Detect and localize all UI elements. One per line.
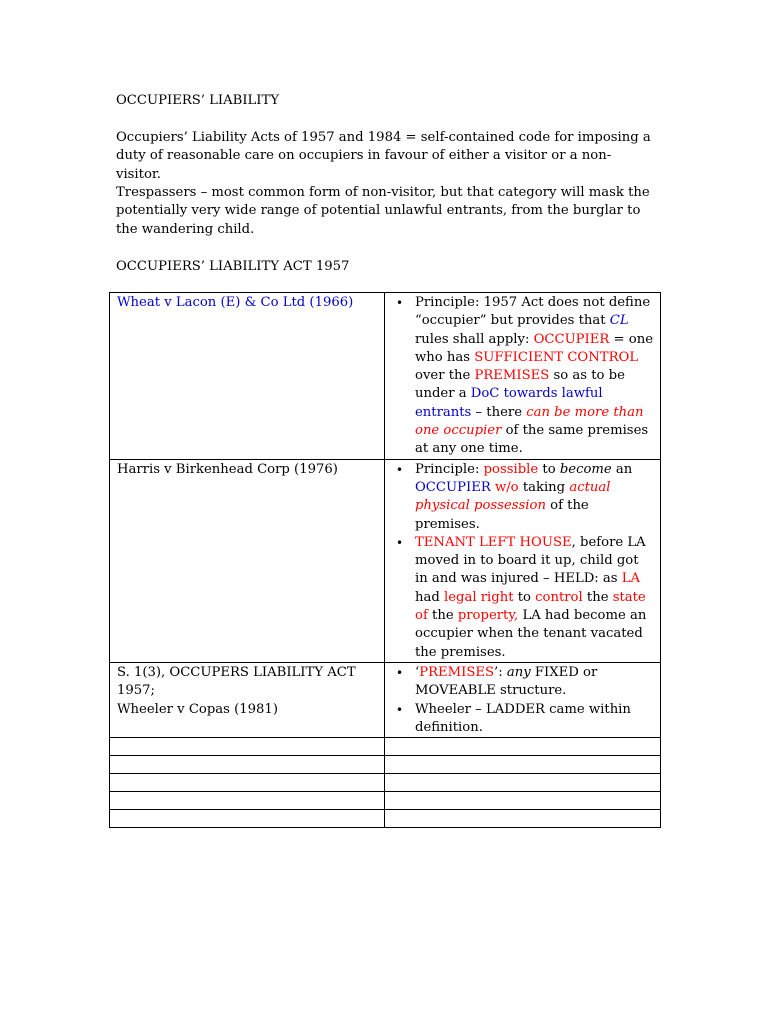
bullet-point bbox=[415, 534, 654, 662]
text-run: become bbox=[559, 461, 612, 477]
empty-table-row bbox=[110, 738, 661, 756]
text-run: possible bbox=[483, 461, 539, 477]
empty-cell bbox=[385, 738, 661, 756]
text-run: property, bbox=[457, 608, 519, 624]
points-list bbox=[392, 294, 654, 459]
text-run: PREMISES bbox=[419, 664, 495, 680]
case-name-second-line: Wheeler v Copas (1981) bbox=[117, 701, 278, 717]
document-heading: OCCUPIERS’ LIABILITY bbox=[116, 93, 280, 108]
case-name-cell bbox=[110, 459, 385, 662]
text-run: = one who has bbox=[415, 331, 653, 365]
text-run: to bbox=[513, 589, 536, 605]
points-cell bbox=[385, 459, 661, 662]
text-run: the bbox=[582, 589, 613, 605]
text-run: TENANT LEFT HOUSE bbox=[415, 534, 572, 550]
bullet-point bbox=[415, 461, 654, 534]
text-run: Wheeler – LADDER came within definition. bbox=[415, 701, 631, 735]
points-list bbox=[392, 664, 654, 737]
text-run: ‘ bbox=[415, 664, 420, 680]
text-run: can be more than one occupier bbox=[415, 404, 644, 439]
empty-table-row bbox=[110, 774, 661, 792]
text-run: of the same premises at any one time. bbox=[415, 423, 649, 457]
intro-paragraph: Occupiers’ Liability Acts of 1957 and 1984 = self-contained code for imposing a duty of reasonable care on occupiers in favour of either a visitor or a non-visitor. bbox=[116, 130, 651, 182]
empty-table-row bbox=[110, 810, 661, 828]
text-run: to bbox=[538, 461, 560, 477]
text-run: FIXED or MOVEABLE structure. bbox=[415, 664, 598, 699]
text-run: actual physical possession bbox=[415, 479, 611, 514]
case-table bbox=[109, 292, 661, 828]
text-run: OCCUPIER bbox=[415, 479, 491, 495]
empty-cell bbox=[110, 774, 385, 792]
text-run: control bbox=[535, 589, 583, 605]
text-run: rules shall apply: bbox=[415, 331, 534, 347]
text-run: state of bbox=[415, 589, 646, 624]
text-run: CL bbox=[609, 313, 629, 329]
text-run: Principle: 1957 Act does not define “occupier” but provides that bbox=[415, 295, 651, 329]
table-row bbox=[110, 459, 661, 662]
act-subheading: OCCUPIERS’ LIABILITY ACT 1957 bbox=[116, 259, 350, 274]
text-run: LA had become an occupier when the tenant vacated the premises. bbox=[415, 608, 647, 660]
empty-cell bbox=[385, 792, 661, 810]
text-run: OCCUPIER bbox=[533, 331, 610, 347]
case-name-cell bbox=[110, 662, 385, 737]
empty-cell bbox=[110, 810, 385, 828]
empty-cell bbox=[110, 792, 385, 810]
text-run: so as to be under a bbox=[415, 368, 625, 402]
text-run: an bbox=[611, 461, 633, 477]
empty-cell bbox=[385, 774, 661, 792]
bullet-point bbox=[415, 664, 654, 701]
empty-table-row bbox=[110, 756, 661, 774]
empty-table-row bbox=[110, 792, 661, 810]
text-run: SUFFICIENT CONTROL bbox=[474, 349, 639, 365]
bullet-point bbox=[415, 701, 654, 738]
trespassers-paragraph: Trespassers – most common form of non-visitor, but that category will mask the potentially very wide range of potential unlawful entrants, from the burglar to the wandering child. bbox=[116, 185, 650, 237]
text-run: legal right bbox=[444, 589, 514, 605]
case-name: Wheat v Lacon (E) & Co Ltd (1966) bbox=[117, 295, 354, 310]
text-run: taking bbox=[518, 479, 570, 495]
text-run: , before LA moved in to board it up, child got in and was injured – HELD: as bbox=[415, 534, 646, 587]
case-name-cell bbox=[110, 293, 385, 460]
table-row bbox=[110, 293, 661, 460]
text-run: any bbox=[506, 664, 531, 680]
empty-cell bbox=[385, 756, 661, 774]
text-run: Principle: bbox=[415, 461, 484, 477]
points-cell bbox=[385, 662, 661, 737]
text-run: of the premises. bbox=[415, 498, 589, 532]
empty-cell bbox=[110, 738, 385, 756]
case-name: Harris v Birkenhead Corp (1976) bbox=[117, 461, 338, 477]
bullet-point bbox=[415, 294, 654, 459]
points-list bbox=[392, 461, 654, 662]
empty-cell bbox=[385, 810, 661, 828]
case-name: S. 1(3), OCCUPERS LIABILITY ACT 1957; bbox=[117, 664, 356, 699]
text-run: w/o bbox=[494, 479, 519, 495]
table-row bbox=[110, 662, 661, 737]
text-run: DoC towards lawful entrants bbox=[415, 386, 603, 420]
points-cell bbox=[385, 293, 661, 460]
text-run: PREMISES bbox=[474, 368, 550, 384]
text-run: the bbox=[427, 608, 458, 624]
text-run: LA bbox=[621, 571, 641, 587]
text-run: had bbox=[415, 589, 444, 605]
empty-cell bbox=[110, 756, 385, 774]
text-run: ’: bbox=[494, 664, 507, 680]
text-run: – there bbox=[471, 404, 527, 420]
text-run: over the bbox=[415, 368, 475, 384]
